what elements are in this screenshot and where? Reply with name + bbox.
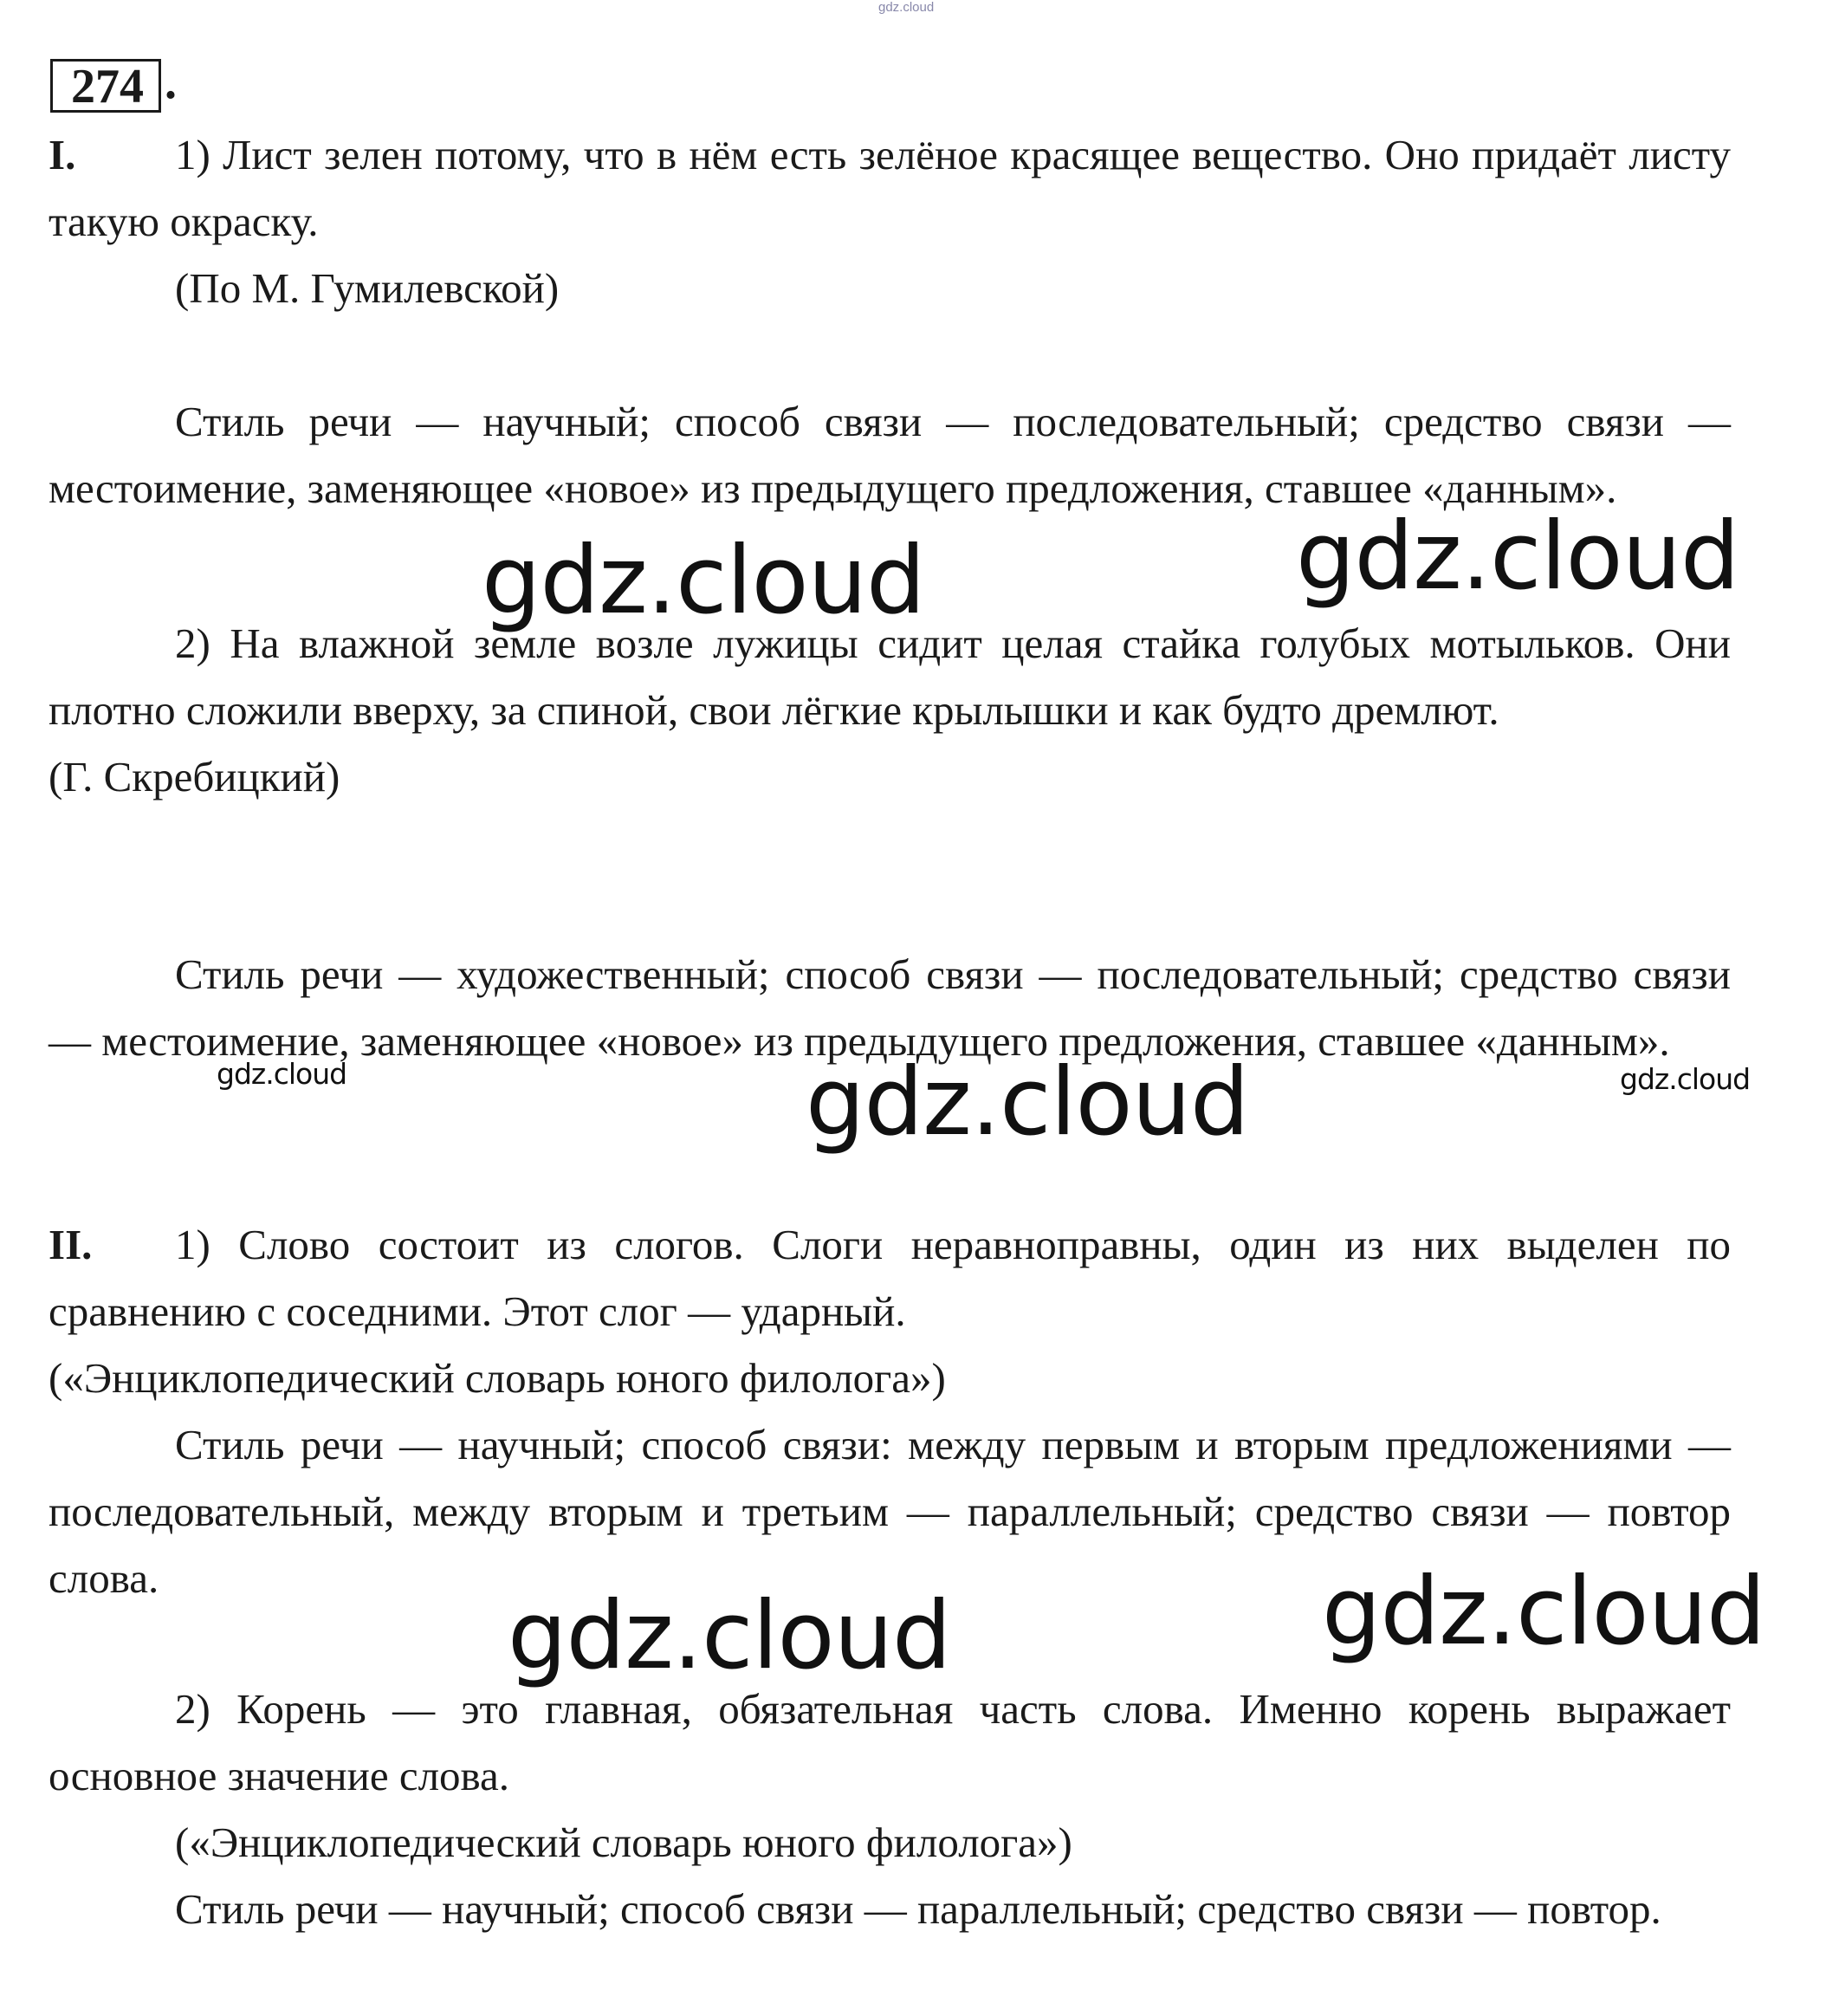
- section1-label: I.: [49, 131, 76, 178]
- task-number-dot: .: [165, 55, 177, 109]
- section2-item2: [49, 1676, 1731, 1942]
- watermark-3: gdz.cloud: [217, 1057, 347, 1091]
- watermark-5: gdz.cloud: [806, 1048, 1249, 1157]
- watermark-2: gdz.cloud: [1296, 502, 1739, 611]
- section2-item1-source: («Энциклопедический словарь юного филолога»): [49, 1354, 946, 1402]
- section1-item1-text: [49, 121, 1731, 255]
- section1-item2-source: (Г. Скребицкий): [49, 753, 340, 801]
- watermark-6: gdz.cloud: [508, 1582, 951, 1690]
- section1-item1-analysis: Стиль речи — научный; способ связи — последовательный; средство связи — местоимение, заменяющее «новое» из предыдущего предложения, ставшее «данным».: [49, 398, 1731, 512]
- section1-item1-sentence: 1) Лист зелен потому, что в нём есть зелёное красящее вещество. Оно придаёт листу такую окраску.: [49, 131, 1731, 245]
- section1-item1-analysis-block: [49, 388, 1731, 522]
- watermark-1: gdz.cloud: [482, 527, 925, 635]
- section2-item2-analysis: Стиль речи — научный; способ связи — параллельный; средство связи — повтор.: [175, 1885, 1661, 1933]
- section1-item2-text: 2) На влажной земле возле лужицы сидит целая стайка голубых мотыльков. Они плотно сложили вверху, за спиной, свои лёгкие крылышки и как будто дремлют.: [49, 619, 1731, 734]
- task-number-box: 274: [50, 59, 161, 113]
- section1-item2: [49, 610, 1731, 810]
- section1-item2-analysis: Стиль речи — художественный; способ связи — последовательный; средство связи — местоимение, заменяющее «новое» из предыдущего предложения, ставшее «данным».: [49, 950, 1731, 1065]
- section2-item1-sentence: 1) Слово состоит из слогов. Слоги неравноправны, один из них выделен по сравнению с соседними. Этот слог — ударный.: [49, 1221, 1731, 1335]
- section1-item1: [49, 121, 1731, 321]
- section2-item2-source: («Энциклопедический словарь юного филолога»): [175, 1818, 1072, 1866]
- section2-item1: [49, 1211, 1731, 1611]
- section2-item1-analysis: Стиль речи — научный; способ связи: между первым и вторым предложениями — последовательный, между вторым и третьим — параллельный; средство связи — повтор слова.: [49, 1421, 1731, 1602]
- section2-label: II.: [49, 1221, 93, 1268]
- section2-item2-text: 2) Корень — это главная, обязательная часть слова. Именно корень выражает основное значение слова.: [49, 1685, 1731, 1799]
- section2-item1-text: [49, 1211, 1731, 1345]
- watermark-4: gdz.cloud: [1620, 1062, 1751, 1096]
- top-site-mark: gdz.cloud: [878, 0, 935, 15]
- watermark-7: gdz.cloud: [1322, 1558, 1765, 1666]
- section1-item1-source: (По М. Гумилевской): [175, 264, 560, 312]
